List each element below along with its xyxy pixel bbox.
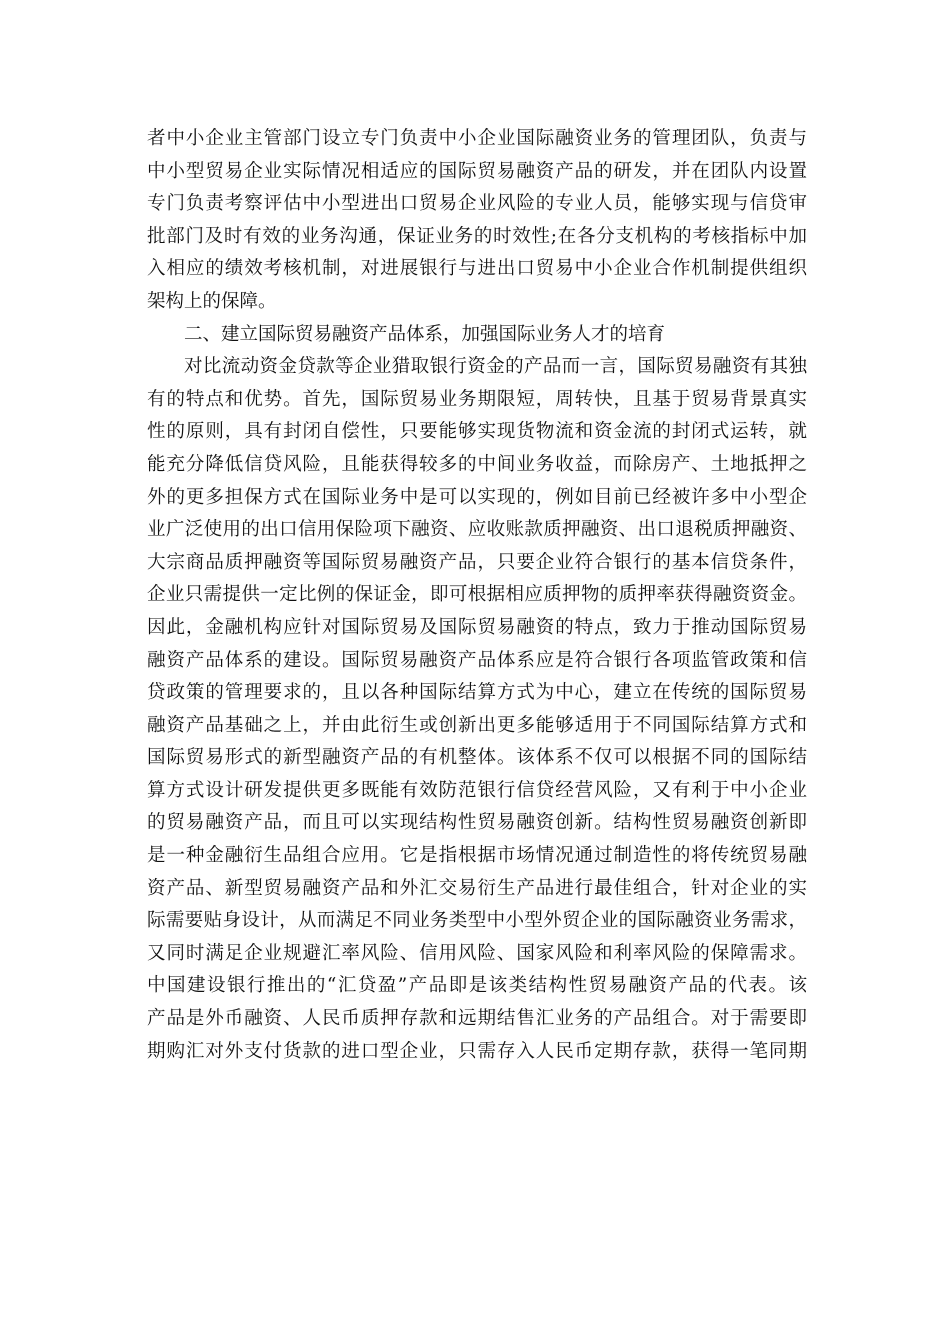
text-line: 因此，金融机构应针对国际贸易及国际贸易融资的特点，致力于推动国际贸易 bbox=[147, 616, 807, 638]
text-line: 中小型贸易企业实际情况相适应的国际贸易融资产品的研发，并在团队内设置 bbox=[147, 160, 807, 182]
text-line: 又同时满足企业规避汇率风险、信用风险、国家风险和利率风险的保障需求。 bbox=[147, 942, 807, 964]
text-line: 对比流动资金贷款等企业猎取银行资金的产品而一言，国际贸易融资有其独 bbox=[184, 356, 807, 378]
text-line: 产品是外币融资、人民币质押存款和远期结售汇业务的产品组合。对于需要即 bbox=[147, 1008, 807, 1030]
text-line: 国际贸易形式的新型融资产品的有机整体。该体系不仅可以根据不同的国际结 bbox=[147, 747, 807, 769]
text-line: 算方式设计研发提供更多既能有效防范银行信贷经营风险，又有利于中小企业 bbox=[147, 779, 807, 801]
text-line: 架构上的保障。 bbox=[147, 290, 277, 312]
text-line: 业广泛使用的出口信用保险项下融资、应收账款质押融资、出口退税质押融资、 bbox=[147, 519, 807, 541]
text-line: 期购汇对外支付货款的进口型企业，只需存入人民币定期存款，获得一笔同期 bbox=[147, 1040, 807, 1062]
text-line: 的贸易融资产品，而且可以实现结构性贸易融资创新。结构性贸易融资创新即 bbox=[147, 812, 807, 834]
text-line: 者中小企业主管部门设立专门负责中小企业国际融资业务的管理团队，负责与 bbox=[147, 128, 807, 149]
section-heading: 二、建立国际贸易融资产品体系，加强国际业务人才的培育 bbox=[184, 323, 666, 345]
text-line: 入相应的绩效考核机制，对进展银行与进出口贸易中小企业合作机制提供组织 bbox=[147, 258, 807, 280]
text-line: 有的特点和优势。首先，国际贸易业务期限短，周转快，且基于贸易背景真实 bbox=[147, 388, 807, 410]
text-line: 大宗商品质押融资等国际贸易融资产品，只要企业符合银行的基本信贷条件， bbox=[147, 551, 807, 573]
text-line: 是一种金融衍生品组合应用。它是指根据市场情况通过制造性的将传统贸易融 bbox=[147, 845, 807, 867]
text-line: 贷政策的管理要求的，且以各种国际结算方式为中心，建立在传统的国际贸易 bbox=[147, 682, 807, 704]
text-line: 专门负责考察评估中小型进出口贸易企业风险的专业人员，能够实现与信贷审 bbox=[147, 193, 807, 215]
text-line: 中国建设银行推出的“汇贷盈”产品即是该类结构性贸易融资产品的代表。该 bbox=[147, 975, 807, 997]
text-line: 企业只需提供一定比例的保证金，即可根据相应质押物的质押率获得融资资金。 bbox=[147, 584, 807, 606]
body-text bbox=[147, 123, 807, 1068]
text-line: 资产品、新型贸易融资产品和外汇交易衍生产品进行最佳组合，针对企业的实 bbox=[147, 877, 807, 899]
text-line: 批部门及时有效的业务沟通，保证业务的时效性;在各分支机构的考核指标中加 bbox=[147, 225, 807, 247]
text-line: 性的原则，具有封闭自偿性，只要能够实现货物流和资金流的封闭式运转，就 bbox=[147, 421, 807, 443]
text-line: 融资产品体系的建设。国际贸易融资产品体系应是符合银行各项监管政策和信 bbox=[147, 649, 807, 671]
text-line: 能充分降低信贷风险，且能获得较多的中间业务收益，而除房产、土地抵押之 bbox=[147, 453, 807, 475]
text-line: 际需要贴身设计，从而满足不同业务类型中小型外贸企业的国际融资业务需求， bbox=[147, 910, 807, 932]
text-line: 外的更多担保方式在国际业务中是可以实现的，例如目前已经被许多中小型企 bbox=[147, 486, 807, 508]
text-line: 融资产品基础之上，并由此衍生或创新出更多能够适用于不同国际结算方式和 bbox=[147, 714, 807, 736]
